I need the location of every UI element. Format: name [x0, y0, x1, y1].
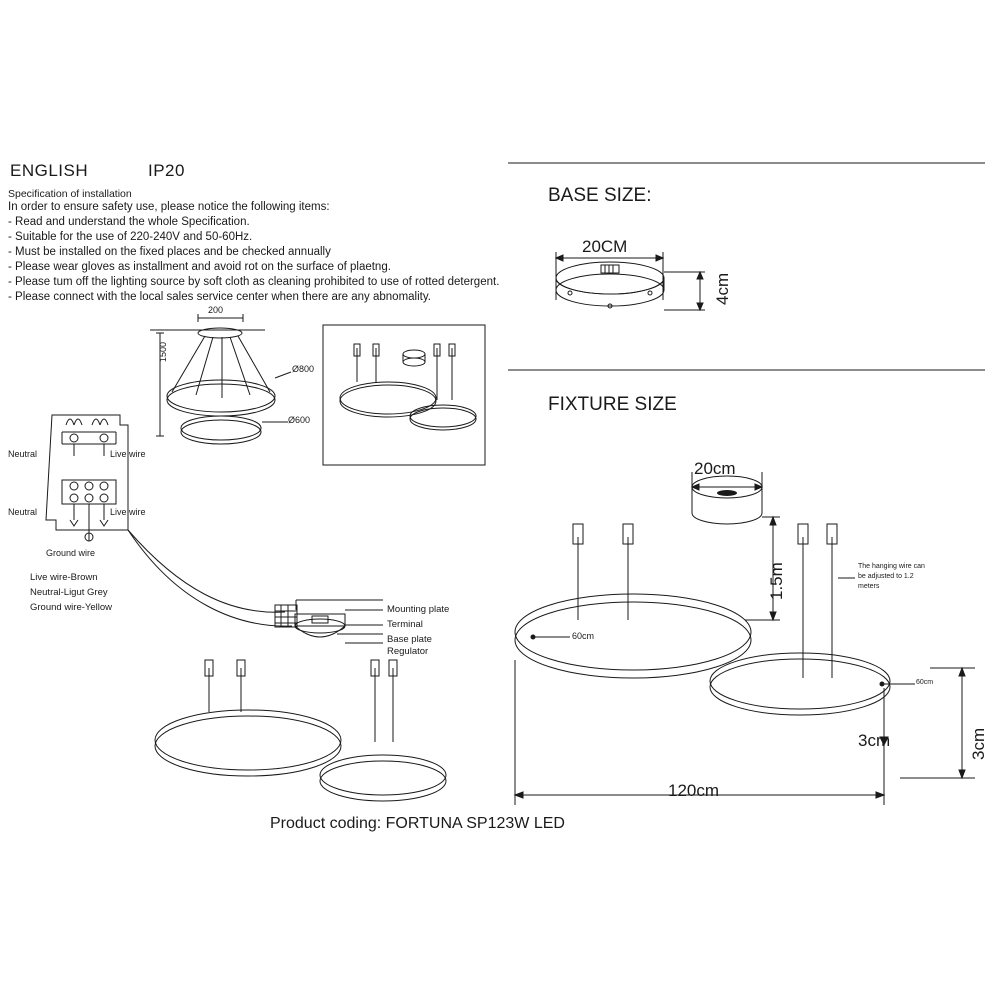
- ring-large-dim: 60cm: [572, 631, 595, 641]
- callout-regulator: Regulator: [387, 646, 429, 657]
- canopy-diameter-dim: 20cm: [694, 459, 736, 478]
- ring-small-dim: 60cm: [916, 679, 934, 686]
- neutral-label-bottom: Neutral: [8, 507, 38, 517]
- spec-item-3: - Please wear gloves as installment and avoid rot on the surface of plaetng.: [8, 261, 391, 273]
- spec-item-5: - Please connect with the local sales service center when there are any abnomality.: [8, 291, 431, 303]
- spec-intro: In order to ensure safety use, please notice the following items:: [8, 201, 330, 213]
- live-wire-label-bottom: Live wire: [110, 507, 146, 517]
- spec-item-0: - Read and understand the whole Specification.: [8, 216, 250, 228]
- legend-live-wire: Live wire-Brown: [30, 572, 98, 583]
- neutral-label-top: Neutral: [8, 449, 38, 459]
- total-width-dim: 120cm: [668, 781, 720, 800]
- ground-wire-label: Ground wire: [46, 548, 96, 558]
- ip-rating-label: IP20: [148, 161, 185, 180]
- callout-mounting-plate: Mounting plate: [387, 604, 450, 615]
- legend-neutral: Neutral-Ligut Grey: [30, 587, 108, 598]
- drop-height-dim: 1500: [158, 341, 168, 362]
- callout-terminal: Terminal: [387, 619, 423, 630]
- spec-title: Specification of installation: [8, 188, 132, 200]
- base-size-title: BASE SIZE:: [548, 185, 652, 206]
- language-label: ENGLISH: [10, 161, 89, 180]
- hanging-wire-note-line-0: The hanging wire can: [858, 563, 925, 570]
- fixture-size-title: FIXTURE SIZE: [548, 394, 677, 415]
- ceiling-width-dim: 200: [208, 305, 224, 315]
- callout-base-plate: Base plate: [387, 634, 432, 645]
- spec-item-1: - Suitable for the use of 220-240V and 50-60Hz.: [8, 231, 253, 243]
- base-height-dim: 4cm: [713, 272, 732, 305]
- outer-ring-dim: Ø800: [292, 364, 315, 374]
- legend-ground: Ground wire-Yellow: [30, 602, 113, 613]
- inner-ring-dim: Ø600: [288, 415, 311, 425]
- hanging-wire-note-line-2: meters: [858, 583, 880, 590]
- base-diameter-dim: 20CM: [582, 237, 628, 256]
- product-code: Product coding: FORTUNA SP123W LED: [270, 815, 565, 832]
- live-wire-label-top: Live wire: [110, 449, 146, 459]
- offset-side-dim: 3cm: [969, 727, 988, 760]
- offset-dim: 3cm: [858, 731, 891, 750]
- spec-item-4: - Please tum off the lighting source by soft cloth as cleaning prohibited to use of rotted detergent.: [8, 276, 500, 288]
- drop-length-dim: 1.5m: [767, 562, 786, 600]
- spec-item-2: - Must be installed on the fixed places and be checked annually: [8, 246, 331, 258]
- hanging-wire-note-line-1: be adjusted to 1.2: [858, 573, 914, 580]
